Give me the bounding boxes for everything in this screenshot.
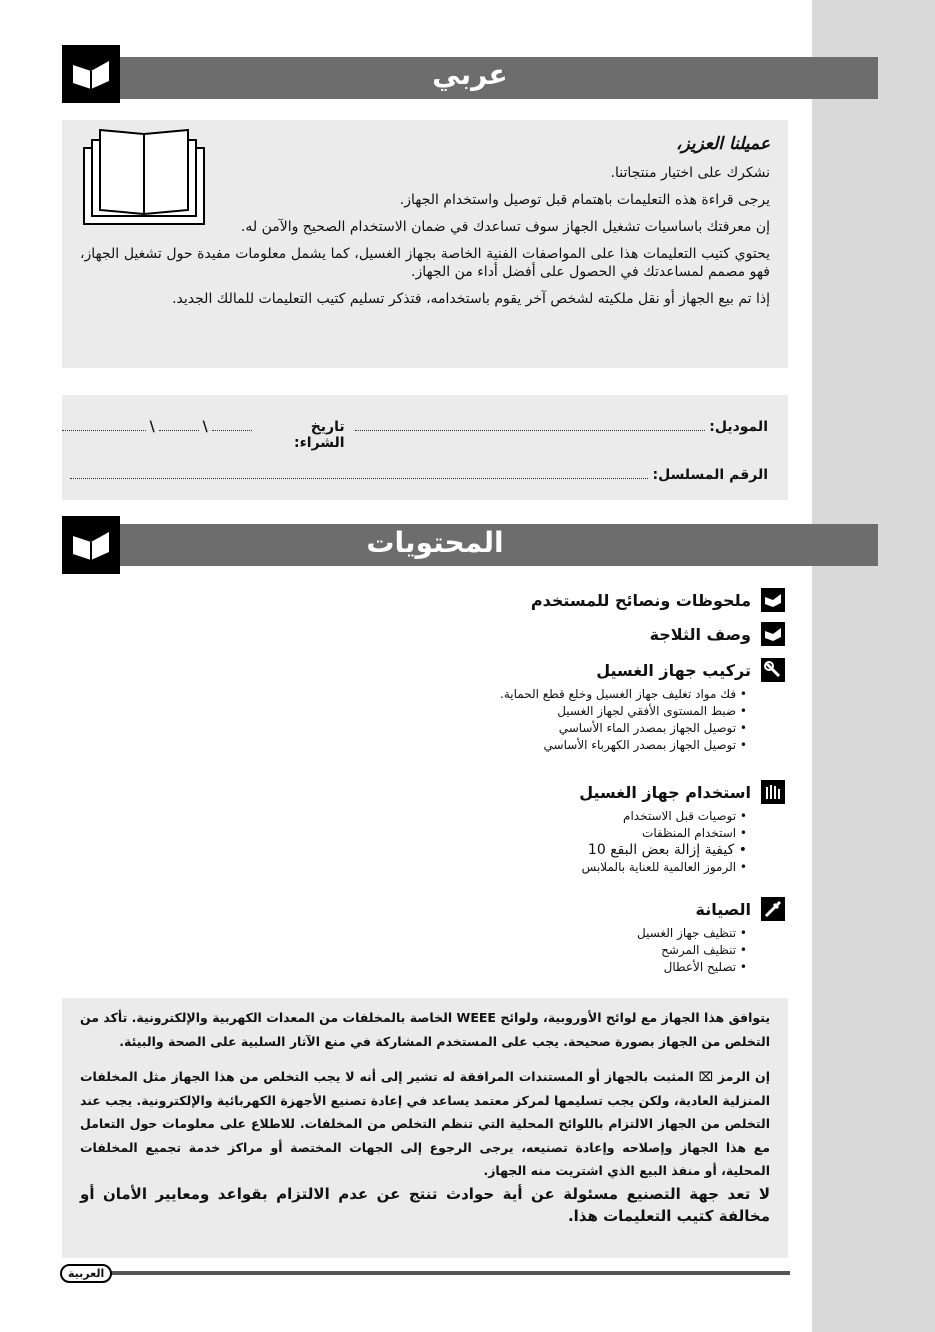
toc-subitem[interactable]: • توصيل الجهاز بمصدر الماء الأساسي [500,720,747,737]
footer-line [62,1271,790,1275]
toc-title: تركيب جهاز الغسيل [596,660,751,680]
toc-subitem[interactable]: • الرموز العالمية للعناية بالملابس [579,859,747,876]
weee-paragraph: إن الرمز ⌧ المثبت بالجهاز أو المستندات المرافقة له تشير إلى أنه لا يجب التخلص من هذا الجهاز مثل المخلفات المنزلية العادية، ولكن يجب تسليمها لمركز معتمد يساعد في إعادة تصنيع الأجهزة الكهربائية والإلكترونية. يجب عند التخلص من الجهاز الالتزام باللوائح المحلية التي تنظم التخلص من المخلفات. للاطلاع على معلومات حول التعامل مع هذا الجهاز وإصلاحه وإعادة تصنيعه، يرجى الرجوع إلى الجهات المختصة أو مراكز خدمة تجميع المخلفات المحلية، أو منفذ البيع الذي اشتريت منه الجهاز. [79,1069,770,1178]
date-separator: \ [149,419,155,435]
toc-subitem[interactable]: • تنظيف جهاز الغسيل [637,925,747,942]
toc-subitem[interactable]: • فك مواد تغليف جهاز الغسيل وخلع قطع الحماية. [500,686,747,703]
toc-section[interactable] [579,780,785,876]
toc-subitem[interactable]: • توصيل الجهاز بمصدر الكهرباء الأساسي [500,737,747,754]
manual-book-icon [82,126,208,226]
open-book-icon [761,622,785,646]
toc-title: استخدام جهاز الغسيل [579,782,751,802]
open-book-icon [62,45,120,103]
toc-subitem[interactable]: • تنظيف المرشح [637,942,747,959]
product-info-form [62,395,788,500]
date-separator: \ [202,419,208,435]
serial-field[interactable] [70,469,648,479]
section-title: المحتويات [366,526,504,559]
weee-paragraph: يتوافق هذا الجهاز مع لوائح الأوروبية، ولوائح WEEE الخاصة بالمخلفات من المعدات الكهربية والإلكترونية. تأكد من التخلص من الجهاز بصورة صحيحة. يجب على المستخدم المشاركة في منع الآثار السلبية على الصحة والبيئة. [80,1010,771,1049]
serial-label: الرقم المسلسل: [652,467,768,483]
intro-paragraph: إن معرفتك باساسيات تشغيل الجهاز سوف تساعدك في ضمان الاستخدام الصحيح والآمن له. [240,219,770,235]
model-label: الموديل: [709,419,768,435]
intro-paragraph: يحتوي كتيب التعليمات هذا على المواصفات الفنية الخاصة بجهاز الغسيل، كما يشمل معلومات مفيدة حول تشغيل الجهاز، فهو مصمم لمساعدتك في الحصول على أفضل أداء من الجهاز. [80,246,770,280]
toc-section[interactable] [650,622,785,646]
intro-paragraph: إذا تم بيع الجهاز أو نقل ملكيته لشخص آخر يقوم باستخدامه، فتذكر تسليم كتيب التعليمات للمالك الجديد. [172,291,770,307]
purchase-year-field[interactable] [62,421,146,431]
purchase-month-field[interactable] [159,421,199,431]
toc-subitem[interactable]: • استخدام المنظفات [579,825,747,842]
wrench-icon [761,658,785,682]
intro-paragraph: يرجى قراءة هذه التعليمات باهتمام قبل توصيل واستخدام الجهاز. [399,192,770,208]
toc-section[interactable] [637,897,785,976]
greeting: عميلنا العزيز، [675,134,770,154]
language-badge: العربية [60,1264,112,1283]
section-title: عربي [432,58,508,91]
toc-title: وصف الثلاجة [649,624,751,644]
weee-notice-box [62,998,788,1258]
toc-subitem[interactable]: • كيفية إزالة بعض البقع 10 [579,842,747,859]
toc-title: ملحوظات ونصائح للمستخدم [530,590,751,610]
open-book-icon [761,588,785,612]
purchase-day-field[interactable] [212,421,252,431]
side-strip [812,0,935,1332]
purchase-date-label: تاريخ الشراء: [294,419,345,451]
open-book-icon [62,516,120,574]
toc-subitem[interactable]: • تصليح الأعطال [637,959,747,976]
disclaimer: لا تعد جهة التصنيع مسئولة عن أية حوادث تنتج عن عدم الالتزام بقواعد ومعايير الأمان أو مخالفة كتيب التعليمات هذا. [80,1184,770,1225]
toc-subitem[interactable]: • توصيات قبل الاستخدام [579,808,747,825]
intro-box [62,120,788,368]
toc-section[interactable] [500,658,785,754]
intro-paragraph: نشكرك على اختيار منتجاتنا. [610,165,770,181]
hand-icon [761,780,785,804]
model-field[interactable] [355,421,706,431]
maintenance-icon [761,897,785,921]
toc-title: الصيانة [695,899,751,919]
toc-subitem[interactable]: • ضبط المستوى الأفقي لجهاز الغسيل [500,703,747,720]
toc-section[interactable] [531,588,785,612]
